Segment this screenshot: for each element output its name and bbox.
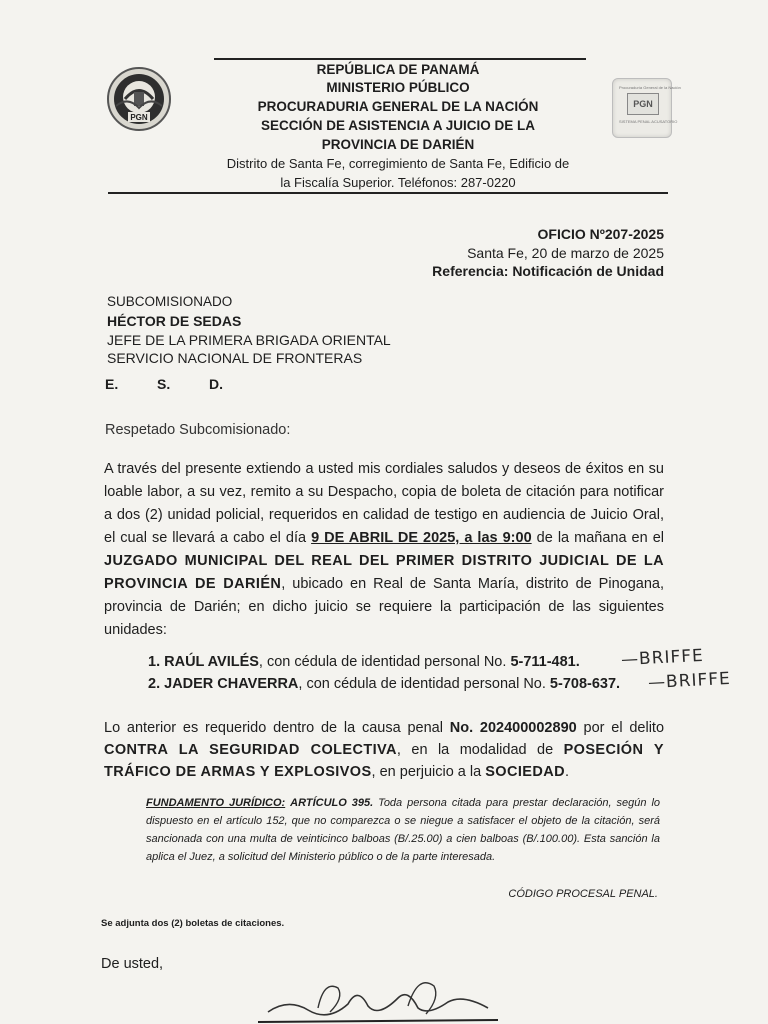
unit-1-number: 1. [148, 654, 161, 670]
unit-2-number: 2. [148, 676, 161, 692]
header-line-province: PROVINCIA DE DARIÉN [321, 137, 475, 152]
reference-subject: Referencia: Notificación de Unidad [432, 263, 664, 279]
addressee-rank: SUBCOMISIONADO [107, 294, 233, 309]
unit-2-text: , con cédula de identidad personal No. [298, 676, 550, 692]
pgn-spa-logo [612, 78, 681, 138]
logo-right-top-text: Procuraduría General de la Nación [619, 85, 681, 90]
oficio-number: OFICIO Nº207-2025 [537, 226, 664, 242]
paragraph2-text-5: . [564, 764, 569, 780]
addressee-institution: SERVICIO NACIONAL DE FRONTERAS [107, 350, 363, 366]
victim: SOCIEDAD [485, 764, 565, 780]
esd-e: E. [105, 376, 119, 392]
hearing-date: 9 DE ABRIL DE 2025, a las 9:00 [311, 530, 532, 546]
legal-article: ARTÍCULO 395. [290, 797, 374, 809]
legal-text: Toda persona citada para prestar declaración, según lo dispuesto en el artículo 152, que no comparezca o se niegue a satisfacer el objeto de la citación, será sancionada con una multa de veinticinco balboas (B/.25.00) a cien balboas (B/.100.00). Esta sanción la aplica el Juez, a solicitud del Ministerio público o de la parte interesada. [146, 797, 661, 863]
legal-basis [146, 794, 660, 866]
esd-d: D. [209, 376, 223, 392]
pgn-seal-logo [106, 66, 172, 132]
paragraph2-text-3: , en la modalidad de [396, 742, 564, 758]
paragraph2-text-1: Lo anterior es requerido dentro de la causa penal [104, 720, 450, 736]
unit-2-name: JADER CHAVERRA [164, 676, 299, 692]
case-number: No. 202400002890 [449, 720, 577, 736]
addressee-name: HÉCTOR DE SEDAS [107, 313, 242, 329]
esd-line [105, 376, 223, 392]
logo-right-bottom-text: SISTEMA PENAL ACUSATORIO [619, 119, 678, 124]
unit-2-handwritten-note: —BRIFFE [647, 668, 732, 694]
unit-list-item-2 [148, 674, 620, 695]
logo-right-pgn-text: PGN [627, 93, 659, 115]
court-name: JUZGADO MUNICIPAL DEL REAL DEL PRIMER DISTRITO JUDICIAL DE LA PROVINCIA DE DARIÉN [104, 553, 664, 592]
header-line-procuraduria: PROCURADURIA GENERAL DE LA NACIÓN [257, 99, 539, 114]
header-address-line-1: Distrito de Santa Fe, corregimiento de Santa Fe, Edificio de [226, 156, 570, 171]
header-bottom-rule [108, 192, 668, 194]
unit-1-text: , con cédula de identidad personal No. [258, 654, 511, 670]
greeting: Respetado Subcomisionado: [105, 422, 291, 438]
unit-2-id: 5-708-637. [549, 676, 621, 692]
place-date: Santa Fe, 20 de marzo de 2025 [467, 245, 664, 261]
unit-1-name: RAÚL AVILÉS [164, 654, 259, 670]
paragraph2-text-2: por el delito [576, 720, 665, 736]
attachment-note: Se adjunta dos (2) boletas de citaciones. [101, 918, 285, 929]
unit-1-handwritten-note: —BRIFFE [620, 645, 705, 671]
unit-list-item-1 [148, 652, 580, 673]
paragraph2-text-4: , en perjuicio a la [371, 764, 486, 780]
crime-name: CONTRA LA SEGURIDAD COLECTIVA [104, 742, 397, 758]
legal-label: FUNDAMENTO JURÍDICO: [146, 797, 286, 809]
header-top-rule [214, 58, 586, 60]
svg-text:PGN: PGN [130, 113, 148, 122]
paragraph1-text-1: A través del presente extiendo a usted mis cordiales saludos y deseos de éxitos en su loable labor, a su vez, remito a su Despacho, copia de boleta de citación para notificar a dos (2) unidad policial, requeridos en calidad de testigo en audiencia de Juicio Oral, el cual se llevará a cabo el día [104, 461, 664, 546]
esd-s: S. [157, 376, 171, 392]
header-line-ministry: MINISTERIO PÚBLICO [326, 80, 470, 95]
paragraph-citation [104, 458, 664, 642]
paragraph1-text-2: de la mañana en el [531, 530, 664, 546]
handwritten-signature [258, 968, 518, 1024]
header-line-section: SECCIÓN DE ASISTENCIA A JUICIO DE LA [260, 118, 536, 133]
paragraph1-text-3: , ubicado en Real de Santa María, distrito de Pinogana, provincia de Darién; en dicho juicio se requiere la participación de las siguientes unidades: [104, 576, 664, 638]
closing: De usted, [101, 956, 164, 972]
addressee-position: JEFE DE LA PRIMERA BRIGADA ORIENTAL [107, 332, 391, 348]
paragraph-case [104, 717, 664, 783]
header-address-line-2: la Fiscalía Superior. Teléfonos: 287-0220 [280, 175, 516, 190]
crime-modality: POSECIÓN Y TRÁFICO DE ARMAS Y EXPLOSIVOS [104, 742, 665, 780]
unit-1-id: 5-711-481. [510, 654, 580, 670]
legal-source: CÓDIGO PROCESAL PENAL. [508, 888, 658, 900]
header-line-republic: REPÚBLICA DE PANAMÁ [316, 62, 480, 77]
